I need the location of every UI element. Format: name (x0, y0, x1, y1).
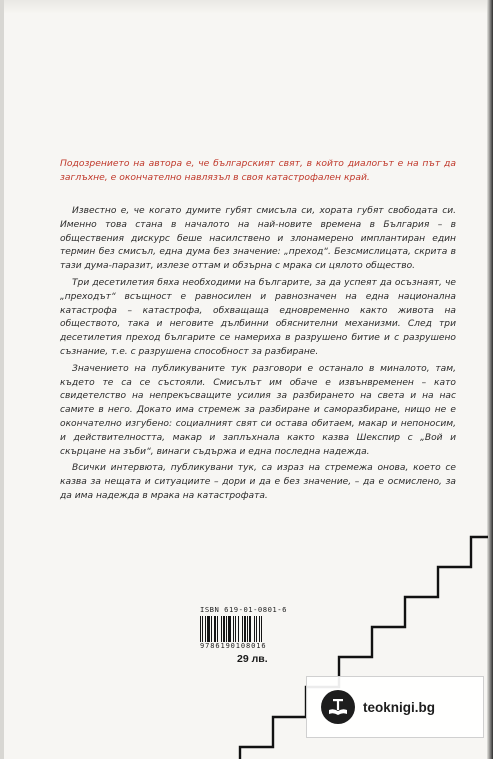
price-label: 29 лв. (237, 653, 268, 665)
paragraph: Значението на публикуваните тук разговори е останало в миналото, там, където те са се състояли. Смисълът им обаче е извънвременен – като свидетелство на непрекъсващите усилия за разбирането на света и на нас самите в него. Докато има стремеж за разбиране и саморазбиране, нищо не е окончателно изгубено: социалният свят си остава обитаем, макар и непоносим, и действителността, макар и заплъхнала както казва Шекспир с „Вой и скърцане на зъби“, винаги съдържа и една последна надежда. (60, 363, 456, 457)
barcode-digits: 9786190108016 (200, 642, 267, 650)
page-top-shadow (0, 0, 493, 14)
lead-quote: Подозрението на автора е, че българският свят, в който диалогът е на път да заглъхне, е окончателно навлязъл в своя катастрофален край. (60, 158, 456, 183)
book-logo-icon (321, 690, 355, 724)
book-icon (326, 695, 350, 719)
barcode (200, 605, 296, 650)
barcode-bars (200, 616, 296, 642)
barcode-bar (262, 616, 263, 642)
paragraph: Всички интервюта, публикувани тук, са израз на стремежа онова, което се казва за нещата и ситуациите – дори и да е без значение, – да е осмислено, за да има надежда в мрака на катастрофата. (60, 463, 456, 501)
page-left-edge (0, 0, 4, 759)
paragraph: Три десетилетия бяха необходими на българите, за да успеят да осъзнаят, че „преходът“ всъщност е равносилен и равнозначен на една национална катастрофа – катастрофа, обхващаща едновременно както живота на обществото, така и неговите дълбинни обяснителни механизми. След три десетилетия преход българите се намериха в разрушено битие и с разрушено съзнание, т.е. с разрушена способност за разбиране. (60, 277, 456, 357)
site-name: teoknigi.bg (363, 699, 435, 715)
isbn-label: ISBN 619-01-0801-6 (200, 605, 287, 614)
back-cover-text (60, 205, 456, 507)
paragraph: Известно е, че когато думите губят смисъла си, хората губят свободата си. Именно това стана в началото на най-новите времена в България – в обществения дискурс беше насилствено и злонамерено имплантиран един термин без смисъл, една дума без значение: „преход“. Безсмислицата, скрита в тази дума-паразит, излезе оттам и обзърна с мрака си цялото общество. (60, 206, 456, 272)
page-right-edge (487, 0, 493, 759)
site-watermark (306, 676, 484, 738)
